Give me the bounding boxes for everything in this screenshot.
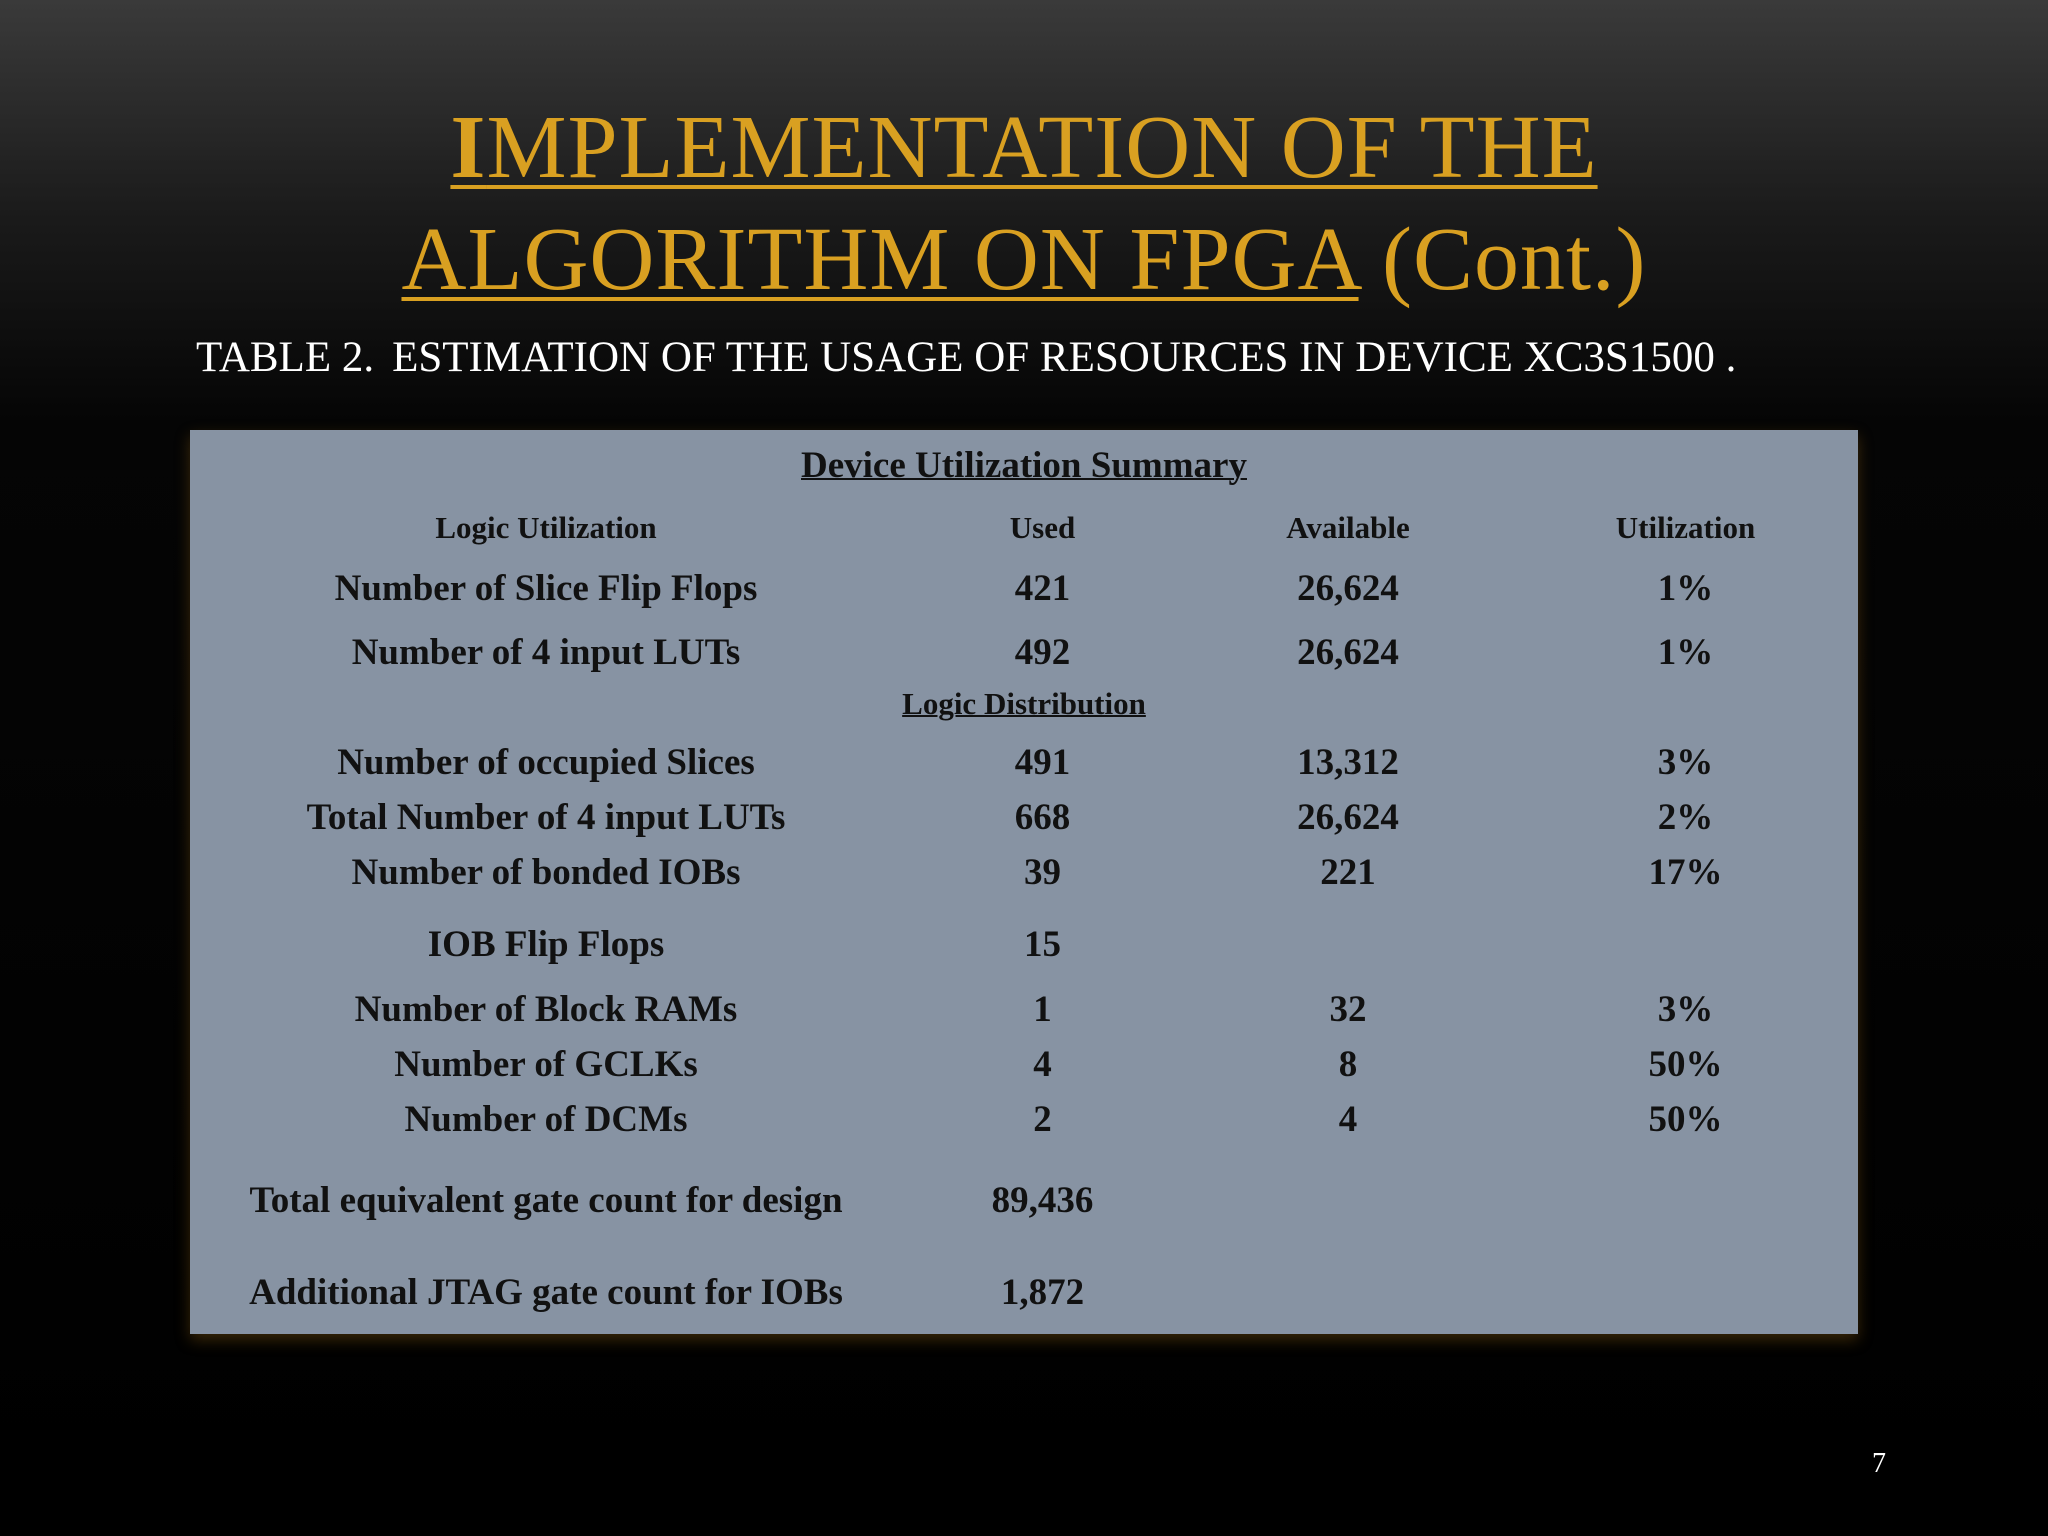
cell-used: 39 xyxy=(1024,852,1061,893)
table-row xyxy=(190,1092,1858,1147)
cell-logic-utilization: Logic Utilization xyxy=(435,510,657,545)
cell-utilization: 50% xyxy=(1648,1099,1723,1140)
cell-used: 1,872 xyxy=(1000,1271,1085,1313)
cell-available: 13,312 xyxy=(1297,742,1399,783)
page-number: 7 xyxy=(1872,1448,1886,1479)
table-row xyxy=(190,790,1858,845)
cell-utilization xyxy=(1513,1165,1858,1235)
cell-utilization: Utilization xyxy=(1615,510,1756,545)
table-row xyxy=(190,982,1858,1037)
cell-logic-utilization: Number of GCLKs xyxy=(394,1044,698,1085)
cell-logic-utilization: Number of Block RAMs xyxy=(354,989,738,1030)
cell-available xyxy=(1183,1257,1513,1327)
cell-available: 32 xyxy=(1329,989,1367,1030)
cell-available: 26,624 xyxy=(1297,631,1399,673)
cell-available: Available xyxy=(1286,510,1410,545)
table-row xyxy=(190,1037,1858,1092)
table-row xyxy=(190,558,1858,618)
cell-utilization xyxy=(1513,1257,1858,1327)
slide-title-line-1 xyxy=(0,92,2048,204)
cell-used: 4 xyxy=(1033,1044,1052,1085)
table-row xyxy=(190,914,1858,974)
cell-logic-utilization: Number of occupied Slices xyxy=(337,742,755,783)
cell-used: 668 xyxy=(1014,797,1071,838)
cell-logic-utilization: Number of 4 input LUTs xyxy=(351,631,741,673)
cell-logic-utilization: IOB Flip Flops xyxy=(427,923,665,965)
slide-title-first-letter: I xyxy=(450,98,487,197)
slide-title-underlined-part-1 xyxy=(450,98,1597,197)
cell-used: 491 xyxy=(1014,742,1071,783)
cell-available: 8 xyxy=(1338,1044,1358,1085)
cell-utilization: 2% xyxy=(1657,797,1714,838)
cell-available xyxy=(1183,914,1513,974)
slide-title xyxy=(0,92,2048,316)
cell-available: 26,624 xyxy=(1297,567,1399,609)
cell-utilization xyxy=(1513,914,1858,974)
table-summary-title: Device Utilization Summary xyxy=(801,445,1247,486)
cell-used: 89,436 xyxy=(991,1179,1094,1221)
cell-logic-utilization: Additional JTAG gate count for IOBs xyxy=(249,1271,843,1313)
cell-used: 1 xyxy=(1033,989,1052,1030)
cell-utilization: 1% xyxy=(1657,631,1714,673)
table-row xyxy=(190,735,1858,790)
cell-logic-utilization: Number of bonded IOBs xyxy=(351,852,741,893)
device-utilization-table xyxy=(190,430,1858,1334)
cell-logic-utilization: Number of Slice Flip Flops xyxy=(334,567,758,609)
cell-used: 2 xyxy=(1033,1099,1052,1140)
table-caption xyxy=(196,330,1736,386)
cell-logic-utilization: Total equivalent gate count for design xyxy=(249,1179,843,1221)
table-row xyxy=(190,622,1858,682)
cell-utilization: 1% xyxy=(1657,567,1714,609)
cell-utilization: 3% xyxy=(1657,742,1714,783)
table-row xyxy=(190,1165,1858,1235)
table-caption-label: TABLE 2. xyxy=(196,334,375,381)
table-section-title: Logic Distribution xyxy=(902,686,1146,721)
table-row xyxy=(190,1257,1858,1327)
cell-available xyxy=(1183,1165,1513,1235)
slide-title-line-2 xyxy=(0,204,2048,316)
cell-used: 15 xyxy=(1024,923,1061,965)
cell-used: Used xyxy=(1009,510,1076,545)
cell-utilization: 17% xyxy=(1648,852,1723,893)
table-header-row xyxy=(190,502,1858,554)
slide-title-line1-text: MPLEMENTATION OF THE xyxy=(486,98,1598,197)
table-caption-text: ESTIMATION OF THE USAGE OF RESOURCES IN DEVICE XC3S1500 . xyxy=(392,334,1737,381)
table-row xyxy=(190,845,1858,900)
slide-title-underlined-part-2: ALGORITHM ON FPGA xyxy=(401,210,1359,309)
cell-used: 492 xyxy=(1014,631,1071,673)
slide-title-suffix: (Cont.) xyxy=(1358,210,1647,309)
cell-available: 221 xyxy=(1320,852,1376,893)
cell-used: 421 xyxy=(1014,567,1071,609)
cell-utilization: 3% xyxy=(1657,989,1714,1030)
cell-logic-utilization: Number of DCMs xyxy=(404,1099,688,1140)
cell-available: 26,624 xyxy=(1297,797,1399,838)
cell-utilization: 50% xyxy=(1648,1044,1723,1085)
cell-logic-utilization: Total Number of 4 input LUTs xyxy=(306,797,786,838)
cell-available: 4 xyxy=(1338,1099,1358,1140)
